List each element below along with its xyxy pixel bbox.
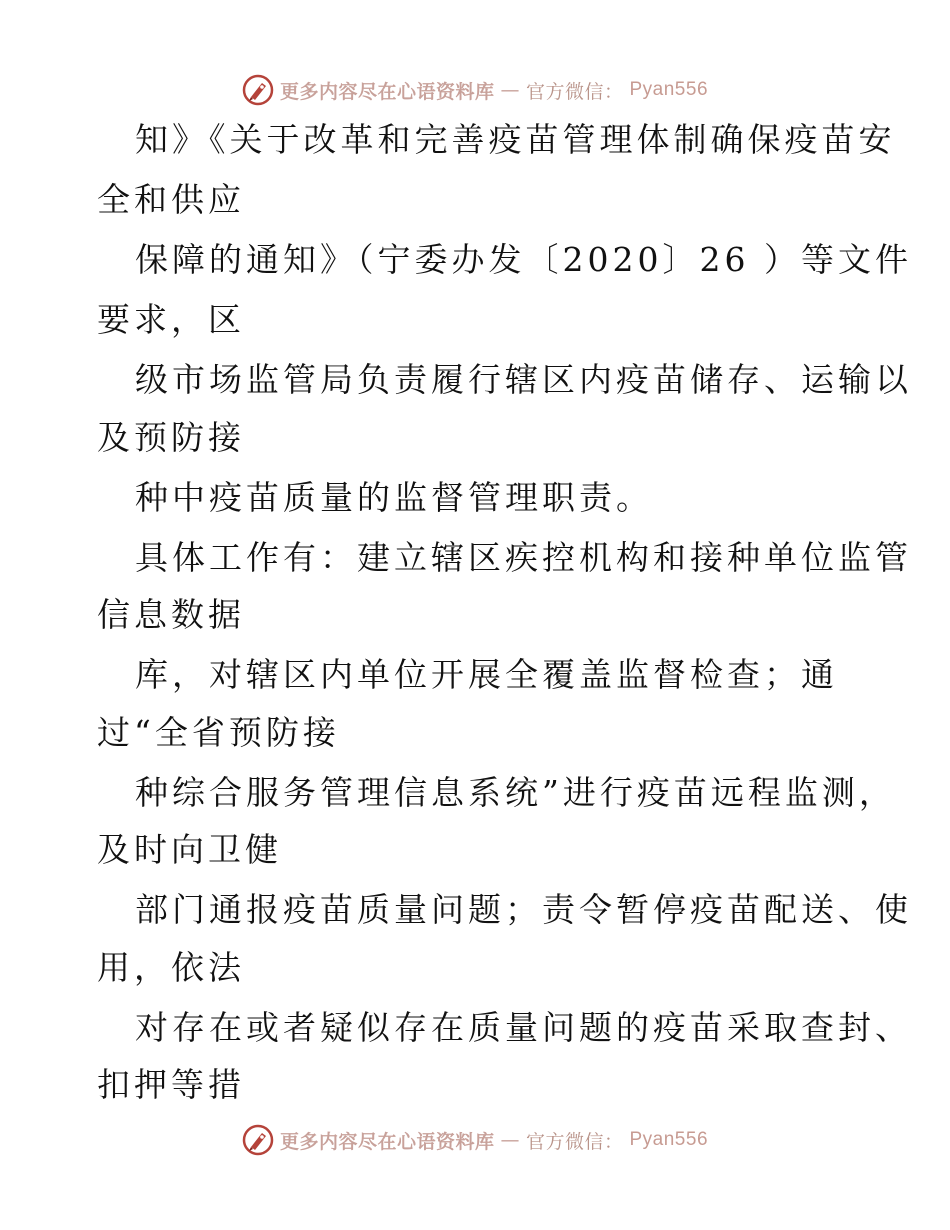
watermark-separator: — [500, 1129, 520, 1151]
watermark-wechat-label: 官方微信： [525, 80, 624, 103]
text-line: 对存在或者疑似存在质量问题的疫苗采取查封、 [135, 1008, 912, 1047]
text-line: 信息数据 [97, 595, 245, 634]
header-watermark [0, 70, 950, 110]
text-line: 种综合服务管理信息系统”进行疫苗远程监测， [135, 773, 896, 812]
watermark-separator: — [500, 79, 520, 101]
text-line: 扣押等措 [97, 1065, 245, 1104]
text-line: 全和供应 [97, 180, 245, 219]
text-line: 过“全省预防接 [97, 713, 340, 752]
text-line: 用，依法 [97, 948, 245, 987]
watermark-wechat-label: 官方微信： [525, 1130, 624, 1153]
pen-nib-logo-icon [242, 1124, 274, 1156]
watermark-brand-text: 更多内容尽在心语资料库 [279, 1130, 495, 1153]
text-line: 级市场监管局负责履行辖区内疫苗储存、运输以 [135, 360, 912, 399]
text-line: 部门通报疫苗质量问题；责令暂停疫苗配送、使 [135, 890, 912, 929]
watermark-brand-text: 更多内容尽在心语资料库 [279, 80, 495, 103]
text-line: 具体工作有：建立辖区疾控机构和接种单位监管 [135, 538, 912, 577]
text-line: 保障的通知》（宁委办发〔2020〕26 ）等文件 [135, 240, 912, 279]
footer-watermark [0, 1120, 950, 1160]
text-line: 及预防接 [97, 418, 245, 457]
text-line: 要求，区 [97, 300, 245, 339]
text-line: 种中疫苗质量的监督管理职责。 [135, 478, 653, 517]
pen-nib-logo-icon [242, 74, 274, 106]
watermark-wechat-id: Pyan556 [629, 1129, 709, 1150]
text-line: 库，对辖区内单位开展全覆盖监督检查；通 [135, 655, 838, 694]
text-line: 知》《关于改革和完善疫苗管理体制确保疫苗安 [135, 120, 896, 159]
text-line: 及时向卫健 [97, 830, 282, 869]
watermark-wechat-id: Pyan556 [629, 79, 709, 100]
